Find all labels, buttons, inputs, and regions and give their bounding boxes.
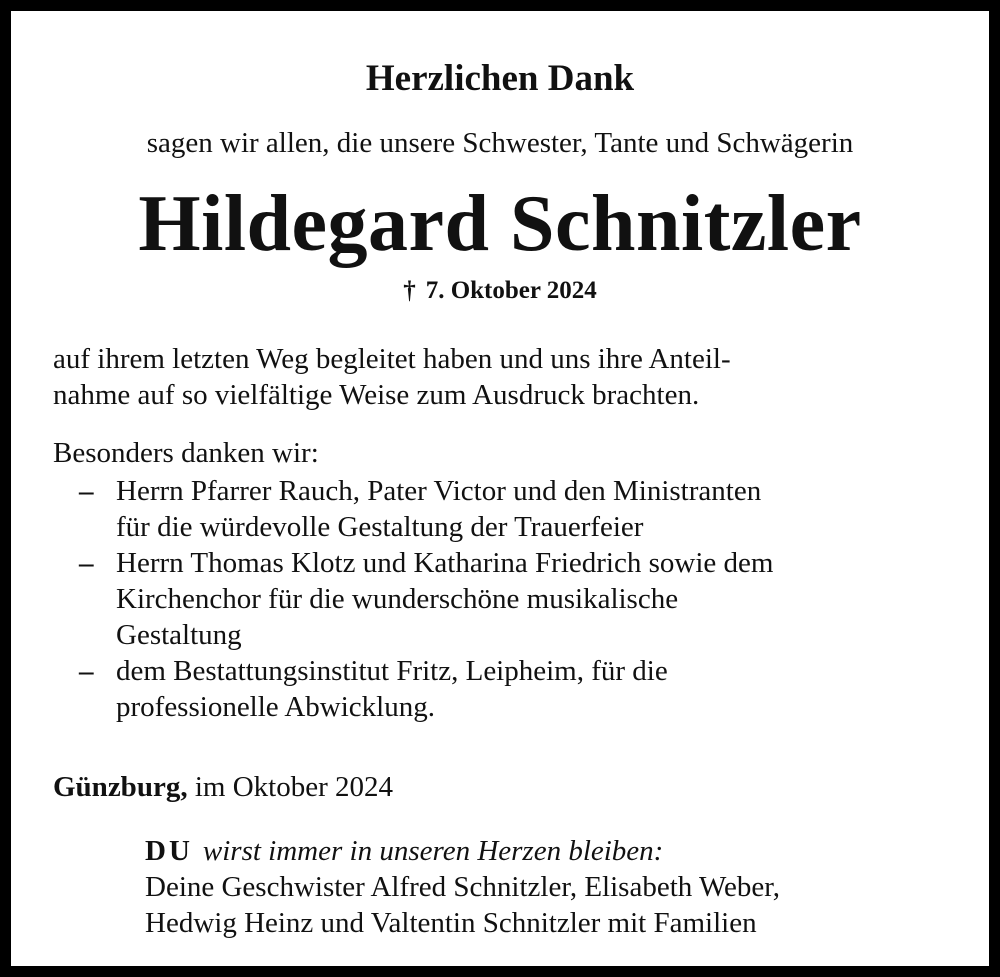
heading: Herzlichen Dank xyxy=(365,58,635,99)
list-item-line: professionelle Abwicklung. xyxy=(116,691,435,723)
death-date: 7. Oktober 2024 xyxy=(425,277,597,304)
list-item-line: Gestaltung xyxy=(116,619,242,651)
special-thanks-intro: Besonders danken wir: xyxy=(53,437,319,469)
motto-text: wirst immer in unseren Herzen bleiben: xyxy=(202,835,664,867)
list-item-line: Herrn Pfarrer Rauch, Pater Victor und den Ministranten xyxy=(116,475,762,507)
du-label: DU xyxy=(145,835,193,867)
list-item-line: Kirchenchor für die wunderschöne musikalische xyxy=(116,583,679,615)
motto-line xyxy=(145,833,780,869)
deceased-name: Hildegard Schnitzler xyxy=(138,180,862,268)
paragraph-line: nahme auf so vielfältige Weise zum Ausdruck brachten. xyxy=(53,379,700,411)
signoff xyxy=(145,833,780,941)
cross-icon: † xyxy=(403,277,416,304)
list-item-line: für die würdevolle Gestaltung der Trauerfeier xyxy=(116,511,644,543)
place-month: im Oktober 2024 xyxy=(194,771,393,803)
dash-bullet: – xyxy=(79,475,94,507)
list-item-line: dem Bestattungsinstitut Fritz, Leipheim, für die xyxy=(116,655,668,687)
place-date xyxy=(53,771,393,804)
place-city: Günzburg, xyxy=(53,771,188,803)
death-date-line xyxy=(11,277,989,305)
dash-bullet: – xyxy=(79,655,94,687)
dash-bullet: – xyxy=(79,547,94,579)
thanks-paragraph xyxy=(53,341,731,413)
intro-line: sagen wir allen, die unsere Schwester, Tante und Schwägerin xyxy=(146,127,854,159)
signatories-line: Hedwig Heinz und Valtentin Schnitzler mit Familien xyxy=(145,907,757,939)
signatories-line: Deine Geschwister Alfred Schnitzler, Elisabeth Weber, xyxy=(145,871,781,903)
paragraph-line: auf ihrem letzten Weg begleitet haben und uns ihre Anteil- xyxy=(53,343,731,375)
list-item-line: Herrn Thomas Klotz und Katharina Friedrich sowie dem xyxy=(116,547,774,579)
